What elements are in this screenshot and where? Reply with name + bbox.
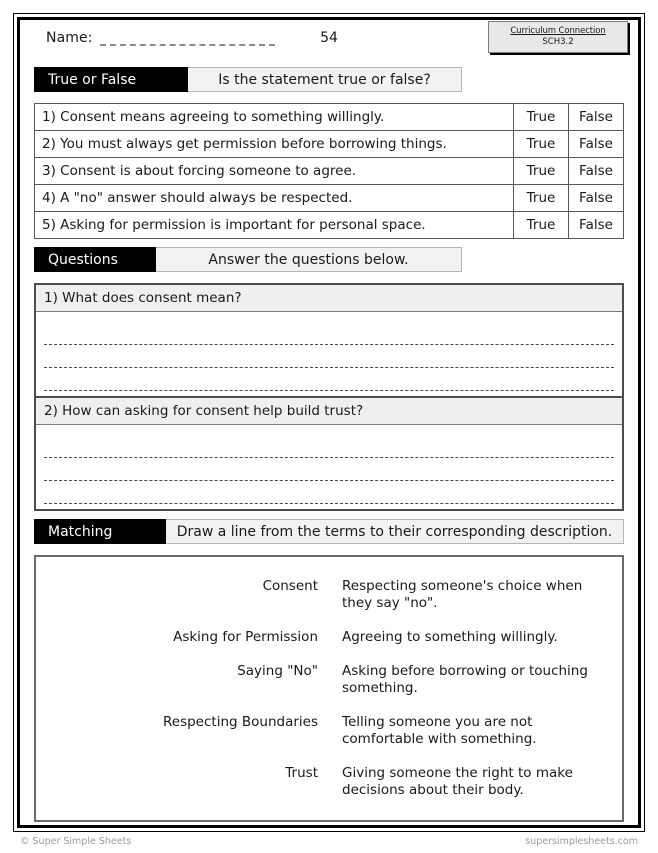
option-true[interactable]: True — [514, 104, 569, 131]
section-tag-true-false: True or False — [34, 67, 188, 92]
answer-line[interactable] — [44, 435, 614, 458]
answer-line[interactable] — [44, 458, 614, 481]
option-true[interactable]: True — [514, 185, 569, 212]
page-footer — [20, 836, 638, 847]
matching-description[interactable]: Giving someone the right to make decisions about their body. — [342, 765, 573, 798]
answer-line[interactable] — [44, 481, 614, 504]
question-text: 2) How can asking for consent help build trust? — [36, 398, 622, 425]
question-block — [36, 396, 622, 509]
matching-term[interactable]: Respecting Boundaries — [163, 714, 318, 730]
curriculum-connection-badge — [488, 21, 628, 53]
matching-wrapper — [34, 555, 624, 822]
statement-text: 4) A "no" answer should always be respected. — [35, 185, 514, 212]
name-row — [34, 21, 624, 59]
statement-text: 5) Asking for permission is important for personal space. — [35, 212, 514, 239]
matching-description[interactable]: Respecting someone's choice when they say "no". — [342, 578, 583, 611]
answer-area[interactable] — [36, 312, 622, 396]
table-row — [35, 104, 624, 131]
answer-line[interactable] — [44, 345, 614, 368]
option-false[interactable]: False — [569, 158, 624, 185]
option-false[interactable]: False — [569, 104, 624, 131]
section-instruction-true-false: Is the statement true or false? — [188, 67, 462, 92]
matching-description[interactable]: Asking before borrowing or touching something. — [342, 663, 588, 696]
matching-term[interactable]: Trust — [285, 765, 318, 781]
matching-row — [46, 757, 612, 808]
section-instruction-questions: Answer the questions below. — [156, 247, 462, 272]
option-true[interactable]: True — [514, 212, 569, 239]
answer-line[interactable] — [44, 368, 614, 391]
matching-row — [46, 570, 612, 621]
answer-line[interactable] — [44, 322, 614, 345]
matching-term[interactable]: Saying "No" — [237, 663, 318, 679]
matching-row — [46, 655, 612, 706]
section-header-true-false — [34, 67, 624, 92]
answer-area[interactable] — [36, 425, 622, 509]
statement-text: 3) Consent is about forcing someone to agree. — [35, 158, 514, 185]
statement-text: 2) You must always get permission before borrowing things. — [35, 131, 514, 158]
section-header-matching — [34, 519, 624, 544]
section-instruction-matching: Draw a line from the terms to their corresponding description. — [166, 519, 624, 544]
matching-table — [46, 570, 612, 808]
footer-website: supersimplesheets.com — [525, 836, 638, 847]
table-row — [35, 185, 624, 212]
matching-description[interactable]: Telling someone you are not comfortable with something. — [342, 714, 537, 747]
curriculum-connection-title: Curriculum Connection — [510, 26, 606, 36]
footer-copyright: © Super Simple Sheets — [20, 836, 132, 847]
section-header-questions — [34, 247, 624, 272]
matching-term[interactable]: Asking for Permission — [173, 629, 318, 645]
option-true[interactable]: True — [514, 158, 569, 185]
option-false[interactable]: False — [569, 212, 624, 239]
questions-wrapper — [34, 283, 624, 511]
true-false-table-wrapper — [34, 103, 624, 239]
matching-term[interactable]: Consent — [262, 578, 318, 594]
worksheet-content — [21, 21, 637, 824]
name-label: Name: — [46, 30, 93, 46]
statement-text: 1) Consent means agreeing to something willingly. — [35, 104, 514, 131]
option-true[interactable]: True — [514, 131, 569, 158]
table-row — [35, 158, 624, 185]
matching-row — [46, 621, 612, 655]
table-row — [35, 212, 624, 239]
question-text: 1) What does consent mean? — [36, 285, 622, 312]
matching-description[interactable]: Agreeing to something willingly. — [342, 629, 558, 645]
option-false[interactable]: False — [569, 131, 624, 158]
page-number: 54 — [320, 30, 338, 46]
section-tag-matching: Matching — [34, 519, 166, 544]
section-tag-questions: Questions — [34, 247, 156, 272]
true-false-table — [34, 103, 624, 239]
question-block — [36, 285, 622, 396]
option-false[interactable]: False — [569, 185, 624, 212]
table-row — [35, 131, 624, 158]
matching-row — [46, 706, 612, 757]
curriculum-connection-code: SCH3.2 — [542, 36, 574, 47]
